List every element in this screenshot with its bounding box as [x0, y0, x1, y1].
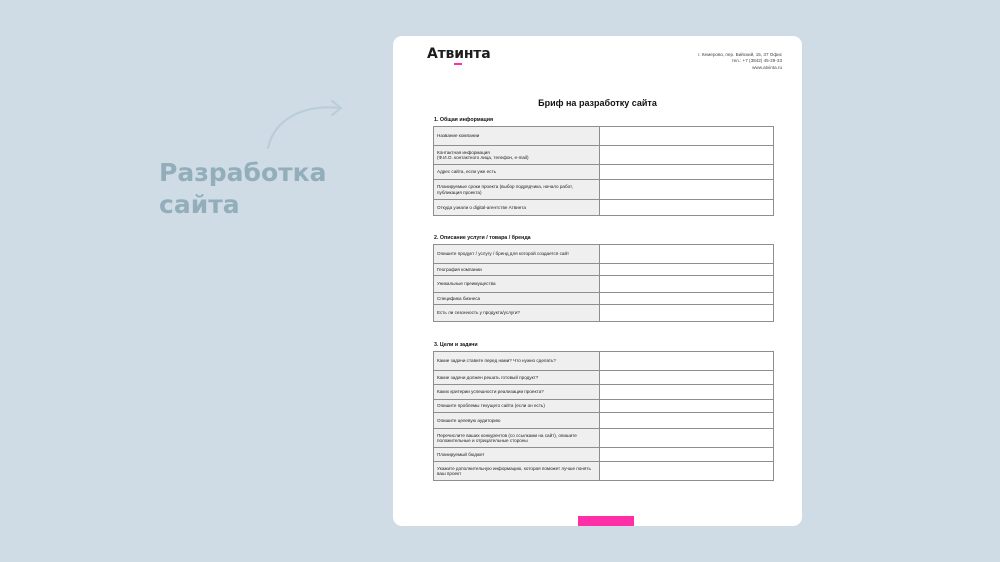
- answer-cell[interactable]: [600, 305, 774, 322]
- hero-line-2: сайта: [159, 190, 240, 219]
- question-cell: География компании: [434, 264, 600, 276]
- table-row: [434, 448, 774, 462]
- section-title-product: 2. Описание услуги / товара / бренда: [434, 235, 531, 241]
- table-row: [434, 293, 774, 305]
- answer-cell[interactable]: [600, 180, 774, 200]
- answer-cell[interactable]: [600, 371, 774, 385]
- table-row: [434, 264, 774, 276]
- question-cell: Адрес сайта, если уже есть: [434, 165, 600, 180]
- answer-cell[interactable]: [600, 352, 774, 371]
- answer-cell[interactable]: [600, 413, 774, 429]
- table-product-description: [433, 244, 774, 322]
- table-row: [434, 429, 774, 448]
- question-line: Контактная информация (Ф.И.О. контактного лица, телефон, e-mail): [437, 149, 529, 160]
- answer-cell[interactable]: [600, 293, 774, 305]
- question-cell: Специфика бизнеса: [434, 293, 600, 305]
- table-goals: [433, 351, 774, 481]
- question-cell: Откуда узнали о digital-агентстве Атвинта: [434, 200, 600, 216]
- answer-cell[interactable]: [600, 200, 774, 216]
- company-logo: Атвинта: [427, 46, 491, 62]
- question-cell: Планируемый бюджет: [434, 448, 600, 462]
- answer-cell[interactable]: [600, 400, 774, 413]
- question-cell: Каких критерии успешности реализации проекта?: [434, 385, 600, 400]
- table-row: [434, 200, 774, 216]
- logo-accent-mark: [454, 63, 462, 65]
- question-cell: [434, 146, 600, 165]
- section-title-goals: 3. Цели и задачи: [434, 342, 478, 348]
- accent-tab: [578, 516, 634, 526]
- answer-cell[interactable]: [600, 245, 774, 264]
- contact-phone: тел.: +7 (3842) 45-29-33: [731, 58, 782, 64]
- table-row: [434, 165, 774, 180]
- table-row: [434, 245, 774, 264]
- question-cell: Какие задачи ставите перед нами? Что нужно сделать?: [434, 352, 600, 371]
- table-row: [434, 371, 774, 385]
- question-cell: Есть ли сезонность у продукта/услуги?: [434, 305, 600, 322]
- answer-cell[interactable]: [600, 448, 774, 462]
- curved-arrow-icon: [262, 98, 346, 150]
- section-title-general: 1. Общая информация: [434, 117, 494, 123]
- question-cell: Укажите дополнительную информацию, которая поможет лучше понять ваш проект: [434, 462, 600, 481]
- question-cell: Опишите целевую аудиторию: [434, 413, 600, 429]
- question-cell: Какие задачи должен решать готовый продукт?: [434, 371, 600, 385]
- answer-cell[interactable]: [600, 165, 774, 180]
- hero-heading: [159, 157, 326, 221]
- answer-cell[interactable]: [600, 127, 774, 146]
- hero-line-1: Разработка: [159, 158, 327, 187]
- table-row: [434, 352, 774, 371]
- table-row: [434, 385, 774, 400]
- table-general-info: [433, 126, 774, 216]
- table-row: [434, 305, 774, 322]
- table-row: [434, 413, 774, 429]
- question-cell: Перечислите ваших конкурентов (со ссылками на сайт), опишите положительные и отрицательные стороны: [434, 429, 600, 448]
- answer-cell[interactable]: [600, 146, 774, 165]
- table-row: [434, 400, 774, 413]
- brief-document: [393, 36, 802, 526]
- question-cell: Уникальные преимущества: [434, 276, 600, 293]
- table-row: [434, 462, 774, 481]
- question-cell: Опишите проблемы текущего сайта (если он есть): [434, 400, 600, 413]
- contact-address: г. Кемерово, пер. Бийский, 15, 37 Офис: [698, 52, 782, 57]
- contact-website: www.atvinta.ru: [752, 64, 782, 70]
- answer-cell[interactable]: [600, 462, 774, 481]
- question-cell: Название компании: [434, 127, 600, 146]
- question-cell: Опишите продукт / услугу / бренд для которой создается сайт: [434, 245, 600, 264]
- answer-cell[interactable]: [600, 264, 774, 276]
- answer-cell[interactable]: [600, 429, 774, 448]
- document-title: Бриф на разработку сайта: [538, 98, 657, 108]
- question-cell: Планируемые сроки проекта (выбор подрядчика, начало работ, публикация проекта): [434, 180, 600, 200]
- answer-cell[interactable]: [600, 385, 774, 400]
- table-row: [434, 146, 774, 165]
- table-row: [434, 127, 774, 146]
- table-row: [434, 180, 774, 200]
- table-row: [434, 276, 774, 293]
- contact-info: [698, 52, 782, 71]
- answer-cell[interactable]: [600, 276, 774, 293]
